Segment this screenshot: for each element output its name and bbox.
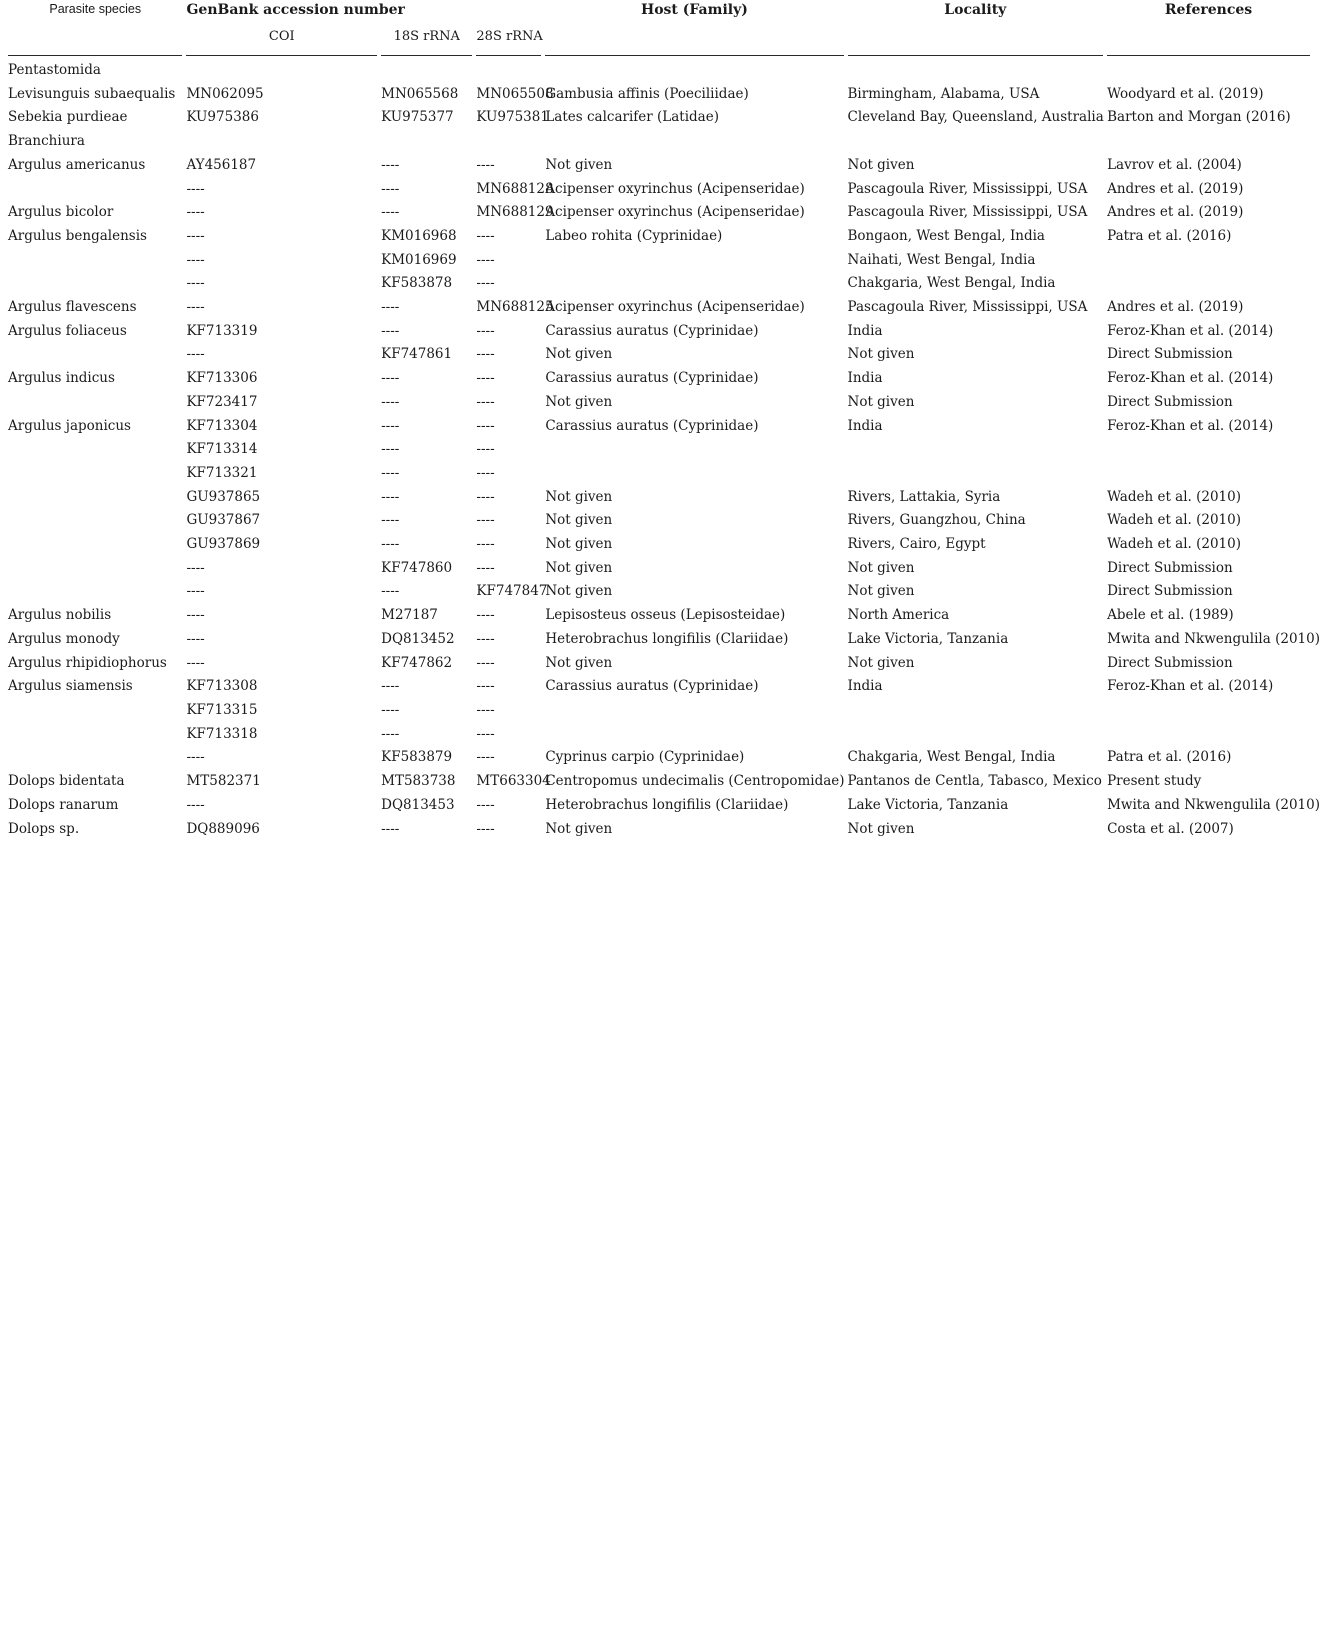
table-row (8, 415, 1310, 439)
cell-locality: Rivers, Cairo, Egypt (847, 536, 986, 553)
cell-locality: Naihati, West Bengal, India (847, 251, 1036, 268)
cell-parasite-species: Argulus bicolor (8, 204, 114, 221)
cell-parasite-species (8, 178, 182, 202)
cell-coi-accession: GU937867 (186, 512, 261, 529)
cell-coi-accession: ---- (186, 346, 205, 363)
cell-coi-accession: ---- (186, 275, 205, 292)
cell-reference: Direct Submission (1107, 583, 1233, 600)
cell-18s-rrna-accession: ---- (381, 417, 400, 434)
cell-locality: North America (847, 607, 950, 624)
cell-28s-rrna-accession: ---- (476, 536, 495, 553)
cell-host-family (545, 699, 843, 723)
cell-18s-rrna-accession: ---- (381, 370, 400, 387)
cell-parasite-species: Argulus indicus (8, 370, 115, 387)
cell-coi-accession: KF713308 (186, 678, 258, 695)
cell-28s-rrna-accession: ---- (476, 488, 495, 505)
cell-host-family (545, 438, 843, 462)
cell-locality: Not given (847, 654, 915, 671)
table-row (8, 723, 1310, 747)
cell-reference: Andres et al. (2019) (1107, 299, 1244, 316)
cell-parasite-species: Argulus americanus (8, 156, 146, 173)
cell-parasite-species (8, 272, 182, 296)
cell-locality: Pascagoula River, Mississippi, USA (847, 299, 1088, 316)
cell-18s-rrna-accession: ---- (381, 583, 400, 600)
table-row (8, 225, 1310, 249)
cell-18s-rrna-accession: DQ813453 (381, 796, 455, 813)
cell-28s-rrna-accession: ---- (476, 417, 495, 434)
cell-locality: India (847, 678, 883, 695)
cell-28s-rrna-accession: ---- (476, 820, 495, 837)
cell-coi-accession (186, 130, 377, 154)
cell-host-family: Not given (545, 536, 613, 553)
cell-coi-accession: KU975386 (186, 109, 259, 126)
cell-18s-rrna-accession: KM016968 (381, 227, 457, 244)
cell-18s-rrna-accession: ---- (381, 322, 400, 339)
cell-18s-rrna-accession: ---- (381, 464, 400, 481)
paper-page (4, 2, 1322, 841)
cell-28s-rrna-accession: MN688128 (476, 180, 554, 197)
header-spacer-2 (476, 2, 541, 26)
cell-28s-rrna-accession: ---- (476, 678, 495, 695)
cell-host-family: Lepisosteus osseus (Lepisosteidae) (545, 607, 786, 624)
cell-locality: India (847, 322, 883, 339)
cell-host-family: Not given (545, 346, 613, 363)
column-group-header-genbank-accession-number: GenBank accession number (186, 2, 405, 18)
cell-locality: Birmingham, Alabama, USA (847, 85, 1040, 102)
cell-parasite-species: Levisunguis subaequalis (8, 85, 176, 102)
cell-reference: Andres et al. (2019) (1107, 180, 1244, 197)
cell-host-family: Carassius auratus (Cyprinidae) (545, 322, 759, 339)
cell-28s-rrna-accession: ---- (476, 346, 495, 363)
table-row (8, 486, 1310, 510)
cell-host-family: Heterobrachus longifilis (Clariidae) (545, 796, 789, 813)
cell-locality: Not given (847, 820, 915, 837)
cell-reference: Woodyard et al. (2019) (1107, 85, 1264, 102)
cell-parasite-species: Dolops ranarum (8, 796, 119, 813)
cell-locality: Rivers, Guangzhou, China (847, 512, 1026, 529)
cell-parasite-species: Argulus monody (8, 630, 120, 647)
cell-coi-accession: ---- (186, 559, 205, 576)
cell-reference (1107, 249, 1310, 273)
cell-host-family: Labeo rohita (Cyprinidae) (545, 227, 723, 244)
cell-host-family: Gambusia affinis (Poeciliidae) (545, 85, 749, 102)
cell-coi-accession: MN062095 (186, 85, 264, 102)
cell-parasite-species: Sebekia purdieae (8, 109, 128, 126)
cell-host-family: Heterobrachus longifilis (Clariidae) (545, 630, 789, 647)
cell-18s-rrna-accession: ---- (381, 204, 400, 221)
table-row (8, 320, 1310, 344)
cell-28s-rrna-accession: ---- (476, 725, 495, 742)
cell-coi-accession: KF713318 (186, 725, 258, 742)
cell-locality (848, 438, 1104, 462)
cell-18s-rrna-accession: KF747862 (381, 654, 453, 671)
table-row (8, 604, 1310, 628)
column-subheader-28s-rrna: 28S rRNA (476, 26, 541, 56)
cell-18s-rrna-accession: ---- (381, 441, 400, 458)
column-header-parasite-species: Parasite species (8, 2, 182, 56)
cell-18s-rrna-accession: ---- (381, 512, 400, 529)
cell-host-family: Not given (545, 820, 613, 837)
table-row (8, 509, 1310, 533)
cell-locality (848, 723, 1104, 747)
cell-parasite-species (8, 723, 182, 747)
cell-18s-rrna-accession: KF747860 (381, 559, 453, 576)
cell-18s-rrna-accession: MT583738 (381, 773, 456, 790)
cell-28s-rrna-accession: ---- (476, 630, 495, 647)
table-row (8, 249, 1310, 273)
cell-host-family: Not given (545, 393, 613, 410)
cell-18s-rrna-accession: ---- (381, 820, 400, 837)
cell-host-family: Acipenser oxyrinchus (Acipenseridae) (545, 180, 805, 197)
cell-28s-rrna-accession: ---- (476, 701, 495, 718)
cell-coi-accession: ---- (186, 607, 205, 624)
cell-coi-accession: GU937869 (186, 536, 261, 553)
cell-18s-rrna-accession: M27187 (381, 607, 438, 624)
table-row (8, 272, 1310, 296)
cell-locality: Lake Victoria, Tanzania (847, 630, 1009, 647)
cell-reference: Barton and Morgan (2016) (1107, 109, 1291, 126)
cell-reference: Wadeh et al. (2010) (1107, 536, 1242, 553)
cell-coi-accession: ---- (186, 630, 205, 647)
cell-host-family: Not given (545, 654, 613, 671)
cell-parasite-species: Dolops sp. (8, 820, 80, 837)
cell-28s-rrna-accession: ---- (476, 227, 495, 244)
cell-18s-rrna-accession: DQ813452 (381, 630, 455, 647)
cell-reference: Andres et al. (2019) (1107, 204, 1244, 221)
cell-locality (848, 462, 1104, 486)
cell-host-family: Not given (545, 583, 613, 600)
cell-locality: Not given (847, 393, 915, 410)
column-header-host-family: Host (Family) (545, 2, 843, 56)
cell-parasite-species: Argulus rhipidiophorus (8, 654, 167, 671)
table-row (8, 367, 1310, 391)
cell-reference: Direct Submission (1107, 559, 1233, 576)
cell-locality: Chakgaria, West Bengal, India (847, 275, 1056, 292)
cell-28s-rrna-accession: MN688129 (476, 204, 554, 221)
cell-parasite-species: Dolops bidentata (8, 773, 125, 790)
cell-parasite-species (8, 509, 182, 533)
cell-host-family: Cyprinus carpio (Cyprinidae) (545, 749, 745, 766)
cell-coi-accession (186, 56, 377, 83)
cell-host-family: Lates calcarifer (Latidae) (545, 109, 719, 126)
cell-parasite-species (8, 580, 182, 604)
table-row (8, 201, 1310, 225)
cell-18s-rrna-accession: MN065568 (381, 85, 459, 102)
cell-reference: Feroz-Khan et al. (2014) (1107, 417, 1274, 434)
cell-28s-rrna-accession: KF747847 (476, 583, 548, 600)
cell-parasite-species (8, 486, 182, 510)
cell-parasite-species (8, 557, 182, 581)
table-row (8, 580, 1310, 604)
cell-locality (848, 699, 1104, 723)
cell-host-family: Acipenser oxyrinchus (Acipenseridae) (545, 299, 805, 316)
cell-28s-rrna-accession: ---- (476, 441, 495, 458)
cell-reference (1107, 723, 1310, 747)
cell-locality: Not given (847, 559, 915, 576)
cell-host-family: Not given (545, 512, 613, 529)
cell-parasite-species (8, 391, 182, 415)
cell-parasite-species (8, 438, 182, 462)
table-row (8, 533, 1310, 557)
cell-host-family: Carassius auratus (Cyprinidae) (545, 370, 759, 387)
cell-coi-accession: MT582371 (186, 773, 261, 790)
cell-reference: Patra et al. (2016) (1107, 749, 1232, 766)
cell-28s-rrna-accession: ---- (476, 749, 495, 766)
cell-18s-rrna-accession: KU975377 (381, 109, 454, 126)
cell-18s-rrna-accession: ---- (381, 299, 400, 316)
cell-coi-accession: ---- (186, 299, 205, 316)
table-row (8, 770, 1310, 794)
cell-28s-rrna-accession: MN065508 (476, 85, 554, 102)
cell-reference: Direct Submission (1107, 654, 1233, 671)
cell-18s-rrna-accession: ---- (381, 488, 400, 505)
cell-parasite-species (8, 746, 182, 770)
cell-reference: Direct Submission (1107, 393, 1233, 410)
cell-host-family (545, 249, 843, 273)
cell-coi-accession: KF713321 (186, 464, 258, 481)
cell-18s-rrna-accession: KM016969 (381, 251, 457, 268)
cell-locality: Rivers, Lattakia, Syria (847, 488, 1001, 505)
table-row (8, 818, 1310, 842)
cell-locality (848, 130, 1104, 154)
cell-coi-accession: ---- (186, 583, 205, 600)
cell-locality: Pantanos de Centla, Tabasco, Mexico (847, 773, 1102, 790)
cell-28s-rrna-accession (476, 56, 541, 83)
cell-host-family: Centropomus undecimalis (Centropomidae) (545, 773, 845, 790)
cell-28s-rrna-accession: ---- (476, 559, 495, 576)
cell-reference: Feroz-Khan et al. (2014) (1107, 322, 1274, 339)
table-row (8, 178, 1310, 202)
table-row (8, 296, 1310, 320)
cell-18s-rrna-accession: ---- (381, 156, 400, 173)
cell-reference (1107, 438, 1310, 462)
cell-host-family (545, 130, 843, 154)
cell-parasite-species: Branchiura (8, 133, 85, 150)
cell-host-family: Not given (545, 559, 613, 576)
cell-18s-rrna-accession (381, 130, 472, 154)
cell-host-family: Acipenser oxyrinchus (Acipenseridae) (545, 204, 805, 221)
cell-28s-rrna-accession: ---- (476, 464, 495, 481)
cell-coi-accession: KF713306 (186, 370, 258, 387)
table-row (8, 154, 1310, 178)
cell-28s-rrna-accession: ---- (476, 322, 495, 339)
table-row (8, 130, 1310, 154)
cell-18s-rrna-accession: ---- (381, 393, 400, 410)
cell-parasite-species: Argulus bengalensis (8, 227, 147, 244)
cell-18s-rrna-accession: ---- (381, 536, 400, 553)
cell-reference (1107, 462, 1310, 486)
cell-locality: Pascagoula River, Mississippi, USA (847, 204, 1088, 221)
cell-host-family: Not given (545, 156, 613, 173)
table-row (8, 391, 1310, 415)
cell-locality: Cleveland Bay, Queensland, Australia (847, 109, 1104, 126)
cell-coi-accession: KF713319 (186, 322, 258, 339)
cell-reference: Costa et al. (2007) (1107, 820, 1234, 837)
cell-18s-rrna-accession: ---- (381, 725, 400, 742)
column-header-locality: Locality (848, 2, 1104, 56)
cell-parasite-species: Argulus nobilis (8, 607, 112, 624)
cell-reference: Present study (1107, 773, 1202, 790)
cell-28s-rrna-accession: MN688125 (476, 299, 554, 316)
table-row (8, 746, 1310, 770)
cell-host-family (545, 56, 843, 83)
cell-parasite-species: Argulus japonicus (8, 417, 131, 434)
cell-reference: Wadeh et al. (2010) (1107, 488, 1242, 505)
cell-reference: Direct Submission (1107, 346, 1233, 363)
cell-28s-rrna-accession: ---- (476, 275, 495, 292)
cell-locality: Chakgaria, West Bengal, India (847, 749, 1056, 766)
cell-coi-accession: ---- (186, 251, 205, 268)
table-body (8, 56, 1320, 841)
cell-parasite-species (8, 249, 182, 273)
cell-28s-rrna-accession: ---- (476, 512, 495, 529)
cell-coi-accession: ---- (186, 749, 205, 766)
cell-parasite-species: Pentastomida (8, 62, 101, 78)
column-subheader-coi: COI (186, 26, 377, 56)
cell-coi-accession: DQ889096 (186, 820, 260, 837)
cell-coi-accession: ---- (186, 796, 205, 813)
table-row (8, 794, 1310, 818)
cell-18s-rrna-accession: KF583878 (381, 275, 453, 292)
cell-coi-accession: ---- (186, 204, 205, 221)
cell-reference: Patra et al. (2016) (1107, 227, 1232, 244)
column-subheader-18s-rrna: 18S rRNA (381, 26, 472, 56)
cell-reference: Lavrov et al. (2004) (1107, 156, 1242, 173)
cell-18s-rrna-accession: ---- (381, 678, 400, 695)
cell-host-family: Not given (545, 488, 613, 505)
genbank-accession-table (4, 2, 1320, 841)
cell-28s-rrna-accession (476, 130, 541, 154)
cell-reference (1107, 56, 1310, 83)
table-row (8, 675, 1310, 699)
cell-reference (1107, 130, 1310, 154)
cell-locality: Lake Victoria, Tanzania (847, 796, 1009, 813)
cell-locality: India (847, 417, 883, 434)
cell-28s-rrna-accession: ---- (476, 156, 495, 173)
cell-reference: Feroz-Khan et al. (2014) (1107, 370, 1274, 387)
table-row (8, 343, 1310, 367)
cell-coi-accession: ---- (186, 227, 205, 244)
cell-18s-rrna-accession: KF747861 (381, 346, 453, 363)
cell-coi-accession: KF713315 (186, 701, 258, 718)
cell-coi-accession: KF713304 (186, 417, 258, 434)
cell-reference: Mwita and Nkwengulila (2010) (1107, 630, 1320, 647)
table-row (8, 652, 1310, 676)
table-header (8, 2, 1310, 56)
cell-host-family (545, 723, 843, 747)
cell-parasite-species: Argulus flavescens (8, 299, 137, 316)
table-row (8, 557, 1310, 581)
cell-locality: Not given (847, 346, 915, 363)
table-row (8, 106, 1310, 130)
cell-18s-rrna-accession: ---- (381, 701, 400, 718)
table-row (8, 56, 1310, 83)
cell-18s-rrna-accession: ---- (381, 180, 400, 197)
cell-28s-rrna-accession: MT663304 (476, 773, 551, 790)
cell-coi-accession: GU937865 (186, 488, 261, 505)
cell-reference: Abele et al. (1989) (1107, 607, 1234, 624)
cell-parasite-species (8, 462, 182, 486)
cell-locality: Not given (847, 156, 915, 173)
cell-reference (1107, 272, 1310, 296)
cell-host-family (545, 462, 843, 486)
cell-locality (848, 56, 1104, 83)
cell-reference: Wadeh et al. (2010) (1107, 512, 1242, 529)
cell-coi-accession: KF723417 (186, 393, 258, 410)
table-row (8, 83, 1310, 107)
table-row (8, 438, 1310, 462)
cell-locality: Not given (847, 583, 915, 600)
cell-coi-accession: ---- (186, 180, 205, 197)
cell-host-family: Carassius auratus (Cyprinidae) (545, 678, 759, 695)
cell-host-family: Carassius auratus (Cyprinidae) (545, 417, 759, 434)
cell-reference: Mwita and Nkwengulila (2010) (1107, 796, 1320, 813)
cell-28s-rrna-accession: ---- (476, 370, 495, 387)
cell-28s-rrna-accession: ---- (476, 607, 495, 624)
cell-18s-rrna-accession: KF583879 (381, 749, 453, 766)
cell-28s-rrna-accession: ---- (476, 654, 495, 671)
cell-coi-accession: AY456187 (186, 156, 257, 173)
cell-locality: Bongaon, West Bengal, India (847, 227, 1045, 244)
cell-28s-rrna-accession: KU975381 (476, 109, 549, 126)
cell-parasite-species: Argulus foliaceus (8, 322, 127, 339)
cell-coi-accession: KF713314 (186, 441, 258, 458)
cell-parasite-species: Argulus siamensis (8, 678, 133, 695)
table-row (8, 699, 1310, 723)
cell-reference (1107, 699, 1310, 723)
cell-locality: India (847, 370, 883, 387)
cell-locality: Pascagoula River, Mississippi, USA (847, 180, 1088, 197)
cell-parasite-species (8, 343, 182, 367)
cell-host-family (545, 272, 843, 296)
column-header-references: References (1107, 2, 1310, 56)
cell-18s-rrna-accession (381, 56, 472, 83)
table-row (8, 628, 1310, 652)
cell-reference: Feroz-Khan et al. (2014) (1107, 678, 1274, 695)
cell-28s-rrna-accession: ---- (476, 251, 495, 268)
cell-coi-accession: ---- (186, 654, 205, 671)
table-row (8, 462, 1310, 486)
cell-28s-rrna-accession: ---- (476, 393, 495, 410)
cell-parasite-species (8, 533, 182, 557)
cell-28s-rrna-accession: ---- (476, 796, 495, 813)
cell-parasite-species (8, 699, 182, 723)
